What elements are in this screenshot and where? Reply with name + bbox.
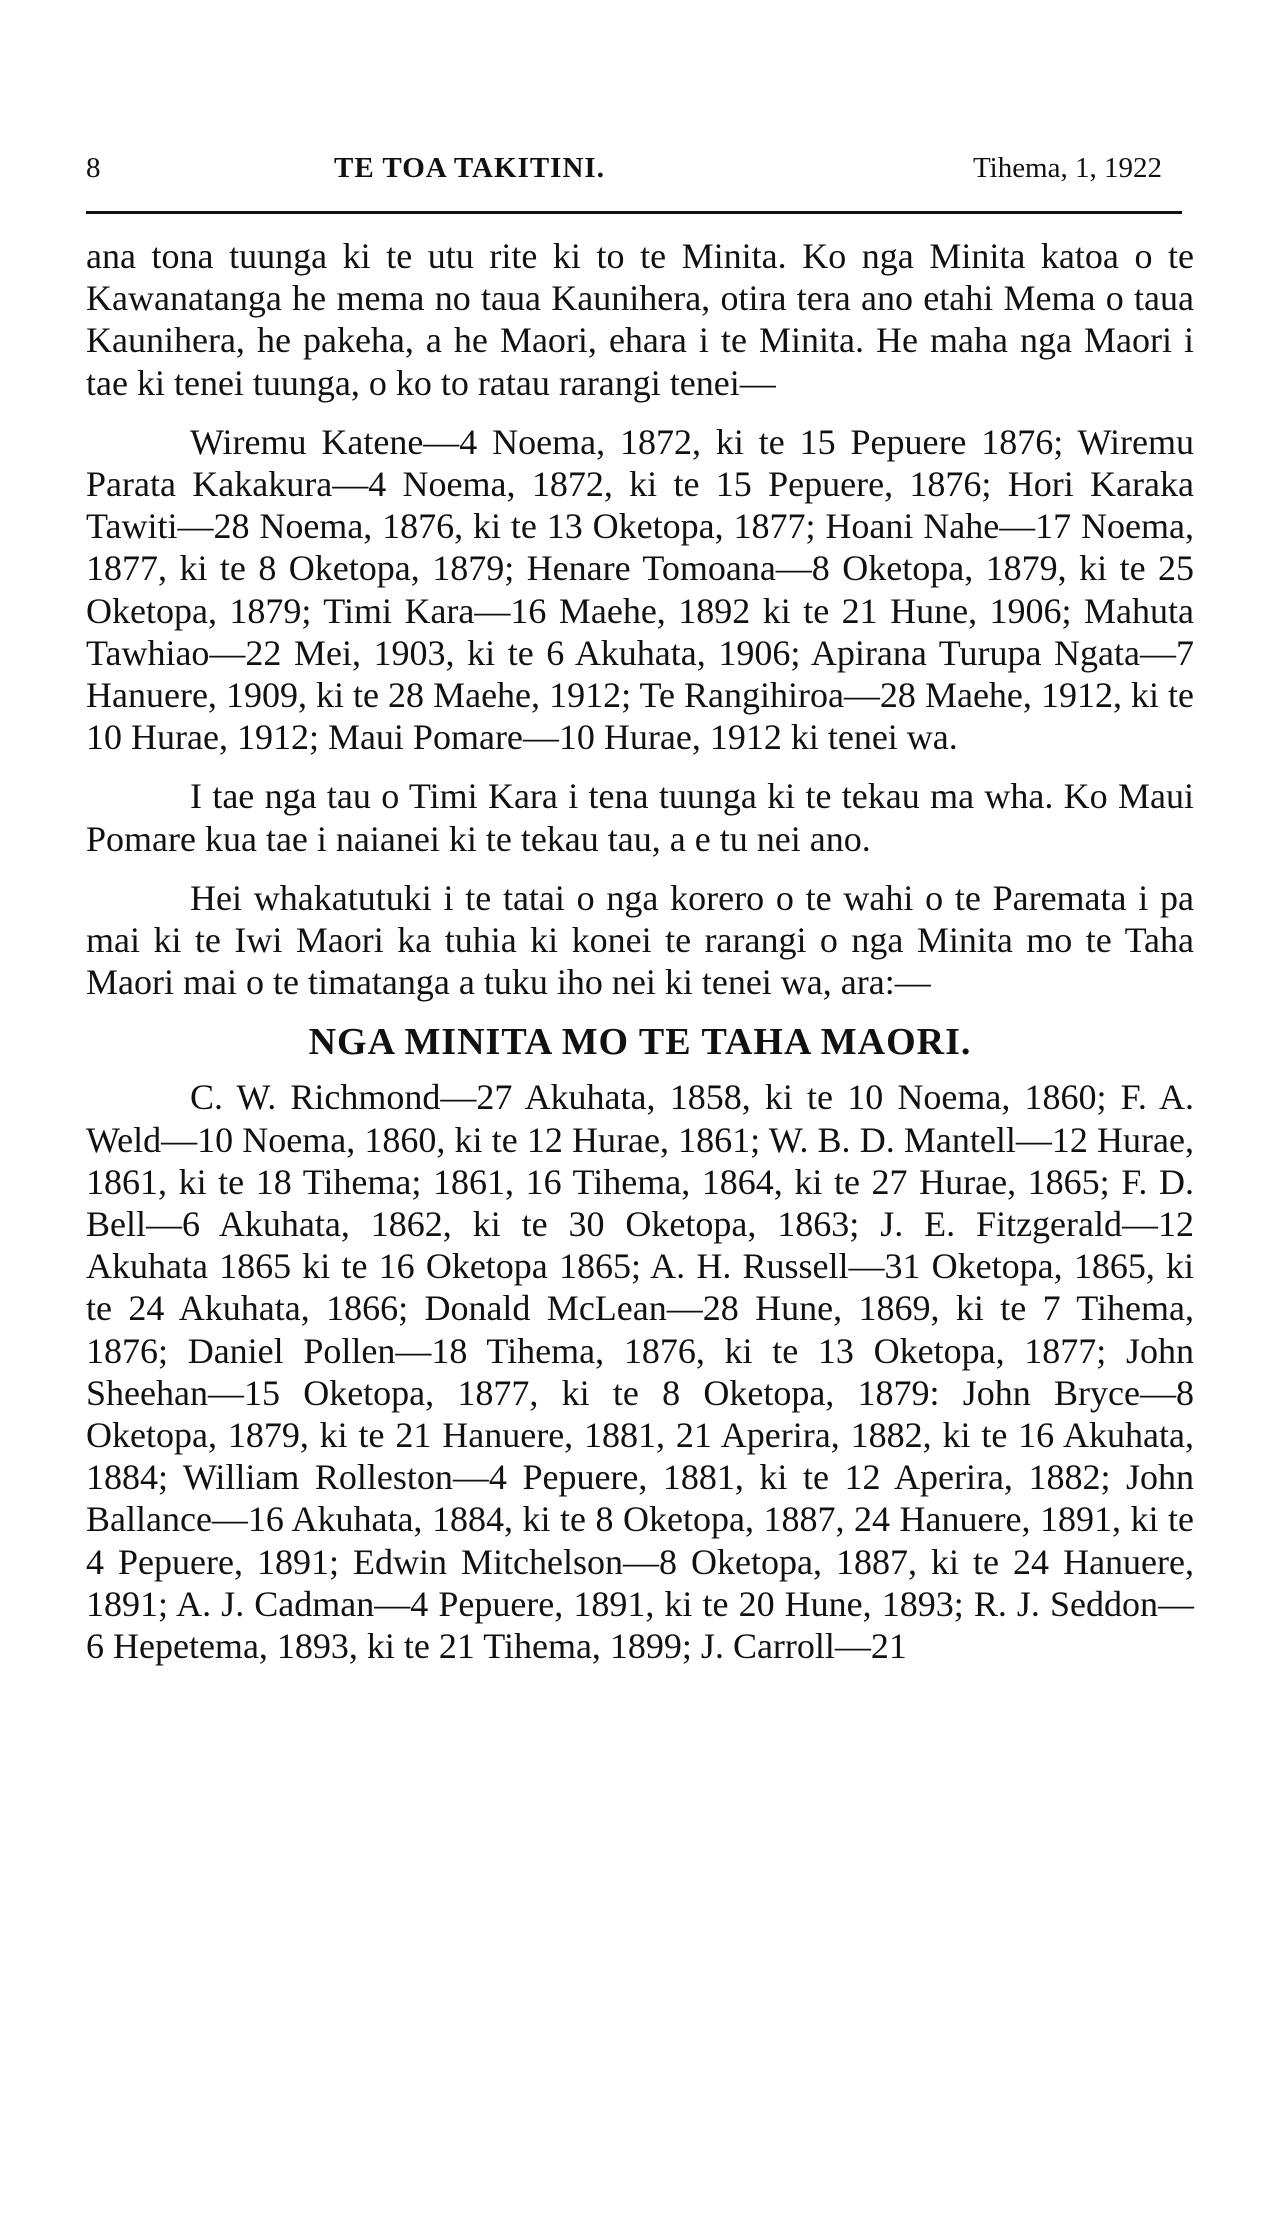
paragraph-council-members: ana tona tuunga ki te utu rite ki to te Minita. Ko nga Minita katoa o te Kawanatanga he mema no taua Kaunihera, otira tera ano etahi Mema o taua Kaunihera, he pakeha, a he Maori, ehara i te Minita. He maha nga Maori i tae ki tenei tuunga, o ko to ratau rarangi tenei—: [86, 236, 1194, 403]
article-body: [86, 235, 1194, 1684]
document-page: [86, 140, 1196, 1667]
running-header: [86, 140, 1196, 184]
page-number: 8: [86, 152, 101, 184]
section-heading: NGA MINITA MO TE TAHA MAORI.: [308, 1021, 972, 1064]
header-divider: [86, 211, 1182, 214]
paragraph-tenure-notes: I tae nga tau o Timi Kara i tena tuunga ki te tekau ma wha. Ko Maui Pomare kua tae i naianei ki te tekau tau, a e tu nei ano.: [86, 776, 1194, 859]
paragraph-minister-introduction: Hei whakatutuki i te tatai o nga korero o te wahi o te Paremata i pa mai ki te Iwi Maori ka tuhia ki konei te rarangi o nga Minita mo te Taha Maori mai o te timatanga a tuku iho nei ki tenei wa, ara:—: [86, 877, 1194, 1003]
journal-title: TE TOA TAKITINI.: [334, 152, 605, 184]
paragraph-native-ministers-list: C. W. Richmond—27 Akuhata, 1858, ki te 10 Noema, 1860; F. A. Weld—10 Noema, 1860, ki te 12 Hurae, 1861; W. B. D. Mantell—12 Hurae, 1861, ki te 18 Tihema; 1861, 16 Tihema, 1864, ki te 27 Hurae, 1865; F. D. Bell—6 Akuhata, 1862, ki te 30 Oketopa, 1863; J. E. Fitzgerald—12 Akuhata 1865 ki te 16 Oketopa 1865; A. H. Russell—31 Oketopa, 1865, ki te 24 Akuhata, 1866; Donald McLean—28 Hune, 1869, ki te 7 Tihema, 1876; Daniel Pollen—18 Tihema, 1876, ki te 13 Oketopa, 1877; John Sheehan—15 Oketopa, 1877, ki te 8 Oketopa, 1879: John Bryce—8 Oketopa, 1879, ki te 21 Hanuere, 1881, 21 Aperira, 1882, ki te 16 Akuhata, 1884; William Rolleston—4 Pepuere, 1881, ki te 12 Aperira, 1882; John Ballance—16 Akuhata, 1884, ki te 8 Oketopa, 1887, 24 Hanuere, 1891, ki te 4 Pepuere, 1891; Edwin Mitchelson—8 Oketopa, 1887, ki te 24 Hanuere, 1891; A. J. Cadman—4 Pepuere, 1891, ki te 20 Hune, 1893; R. J. Seddon—6 Hepetema, 1893, ki te 21 Tihema, 1899; J. Carroll—21: [86, 1077, 1194, 1667]
paragraph-maori-council-list: Wiremu Katene—4 Noema, 1872, ki te 15 Pepuere 1876; Wiremu Parata Kakakura—4 Noema, 1872, ki te 15 Pepuere, 1876; Hori Karaka Tawiti—28 Noema, 1876, ki te 13 Oketopa, 1877; Hoani Nahe—17 Noema, 1877, ki te 8 Oketopa, 1879; Henare Tomoana—8 Oketopa, 1879, ki te 25 Oketopa, 1879; Timi Kara—16 Maehe, 1892 ki te 21 Hune, 1906; Mahuta Tawhiao—22 Mei, 1903, ki te 6 Akuhata, 1906; Apirana Turupa Ngata—7 Hanuere, 1909, ki te 28 Maehe, 1912; Te Rangihiroa—28 Maehe, 1912, ki te 10 Hurae, 1912; Maui Pomare—10 Hurae, 1912 ki tenei wa.: [86, 421, 1194, 758]
issue-date: Tihema, 1, 1922: [972, 152, 1162, 184]
